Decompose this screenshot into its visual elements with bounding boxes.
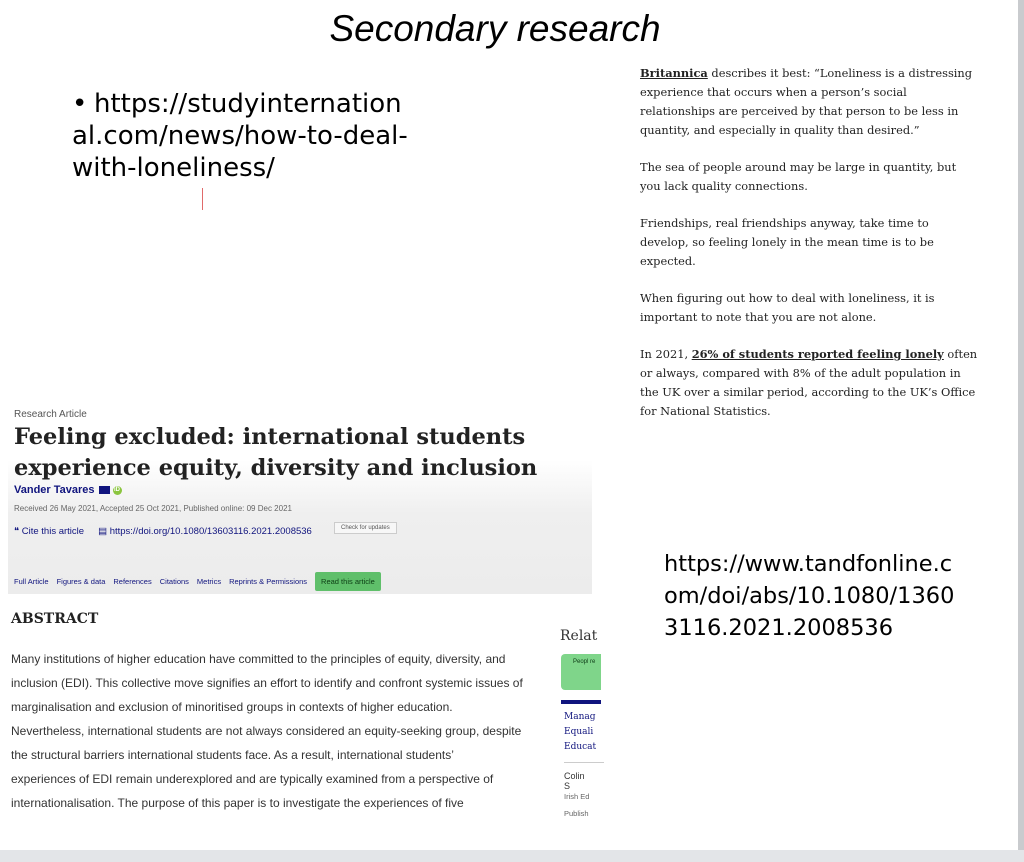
bullet-link-line-1[interactable]: https://studyinternation: [94, 89, 402, 119]
related-separator: [564, 762, 604, 763]
students-lonely-link[interactable]: 26% of students reported feeling lonely: [691, 347, 944, 361]
check-for-updates-button[interactable]: Check for updates: [334, 522, 397, 534]
tab-references[interactable]: References: [113, 577, 152, 586]
brit-paragraph-4: When figuring out how to deal with loneliness, it is important to note that you are not alone.: [640, 291, 935, 324]
article-screenshot-image: [8, 400, 598, 820]
cite-row: [14, 526, 312, 537]
tab-reprints[interactable]: Reprints & Permissions: [229, 577, 308, 586]
abstract-line: Many institutions of higher education have committed to the principles of equity, diversity, and: [11, 652, 506, 666]
article-type-label: Research Article: [14, 409, 87, 420]
bullet-link-text[interactable]: [72, 88, 422, 184]
tab-citations[interactable]: Citations: [159, 577, 189, 586]
bottom-bar: [0, 850, 1024, 862]
email-icon: [99, 486, 110, 494]
abstract-line: marginalisation and exclusion of minoritised groups in contexts of higher education.: [11, 700, 453, 714]
text-cursor: [202, 188, 203, 210]
related-item-title[interactable]: Manag Equali Educat: [564, 712, 597, 752]
abstract-body: [11, 647, 551, 815]
doi-line-1[interactable]: https://www.tandfonline.c: [664, 551, 953, 577]
tab-figures-data[interactable]: Figures & data: [56, 577, 106, 586]
bullet-link-line-3[interactable]: with-loneliness/: [72, 153, 275, 183]
related-divider: [561, 700, 601, 704]
doi-link[interactable]: ▤ https://doi.org/10.1080/13603116.2021.2008536: [98, 526, 312, 537]
tab-full-article[interactable]: Full Article: [14, 577, 49, 586]
vertical-scrollbar[interactable]: [1018, 0, 1024, 862]
britannica-link[interactable]: Britannica: [640, 66, 708, 80]
article-dates: Received 26 May 2021, Accepted 25 Oct 2021, Published online: 09 Dec 2021: [14, 504, 292, 513]
abstract-heading: ABSTRACT: [11, 611, 99, 627]
bullet-link-line-2[interactable]: al.com/news/how-to-deal-: [72, 121, 408, 151]
britannica-excerpt-image: [640, 64, 980, 439]
bullet-marker: •: [72, 89, 88, 119]
doi-link-text[interactable]: [664, 548, 984, 644]
related-people-button[interactable]: Peopl re: [561, 654, 601, 690]
related-author: Colin S: [564, 771, 585, 791]
slide-title: Secondary research: [329, 8, 661, 49]
read-article-button[interactable]: Read this article: [315, 572, 381, 591]
abstract-line: the structural barriers international students face. As a result, international students’: [11, 748, 454, 762]
related-heading: Relat: [560, 628, 598, 644]
cite-article-link[interactable]: ❝ Cite this article: [14, 526, 85, 537]
article-title: Feeling excluded: international students experience equity, diversity and inclusion: [14, 424, 538, 481]
related-meta: Irish Ed Publish: [564, 792, 590, 818]
brit-paragraph-2: The sea of people around may be large in quantity, but you lack quality connections.: [640, 160, 957, 193]
doi-line-3[interactable]: 3116.2021.2008536: [664, 615, 894, 641]
brit-paragraph-3: Friendships, real friendships anyway, take time to develop, so feeling lonely in the mean time is to be expected.: [640, 216, 934, 268]
brit-paragraph-5: In 2021, 26% of students reported feeling lonely often or always, compared with 8% of the adult population in the UK over a similar period, according to the UK’s Office for National Statistics.: [640, 347, 978, 418]
article-tabs: [14, 572, 381, 591]
abstract-line: internationalisation. The purpose of this paper is to investigate the experiences of five: [11, 796, 464, 810]
doi-line-2[interactable]: om/doi/abs/10.1080/1360: [664, 583, 955, 609]
abstract-line: Nevertheless, international students are not always considered an equity-seeking group, despite: [11, 724, 522, 738]
orcid-icon: iD: [114, 486, 121, 493]
tab-metrics[interactable]: Metrics: [196, 577, 222, 586]
abstract-line: experiences of EDI remain underexplored and are typically examined from a perspective of: [11, 772, 494, 786]
article-author[interactable]: Vander Tavares iD: [14, 484, 121, 496]
brit-paragraph-1: Britannica describes it best: “Loneliness is a distressing experience that occurs when a person’s social relationships are perceived by that person to be less in quantity, and especially in quality than desired.”: [640, 66, 973, 137]
abstract-line: inclusion (EDI). This collective move signifies an effort to identify and confront systemic issues of: [11, 676, 523, 690]
